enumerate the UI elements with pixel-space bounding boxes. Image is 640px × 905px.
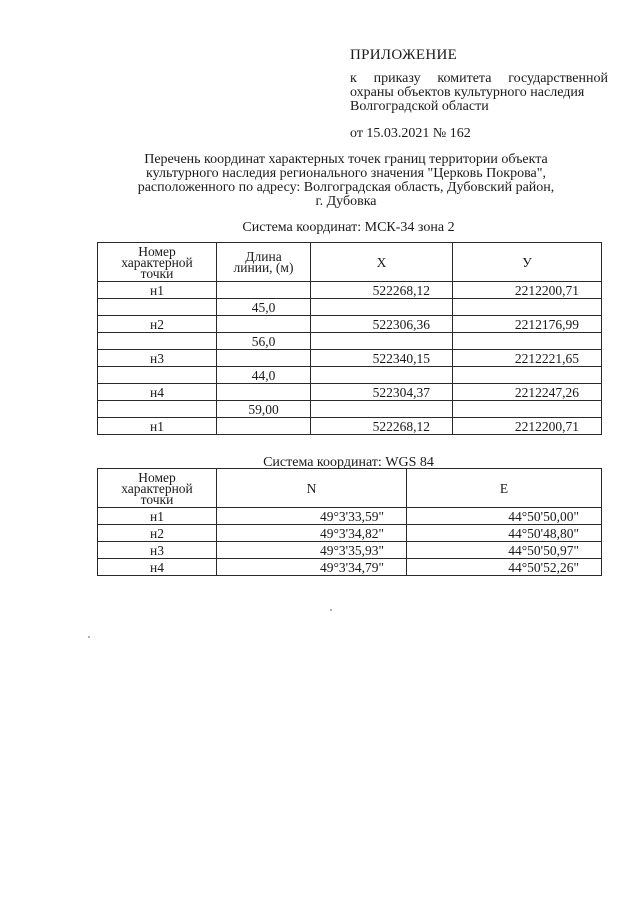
table2-caption: Система координат: WGS 84	[263, 455, 434, 470]
table1-caption: Система координат: МСК-34 зона 2	[242, 220, 455, 235]
cell-n: 49°3'34,79"	[217, 559, 407, 576]
table-row	[98, 299, 602, 316]
cell-point: н1	[98, 418, 217, 435]
table-row	[98, 559, 602, 576]
table-row	[98, 282, 602, 299]
header-text: Номер	[138, 243, 176, 259]
table-header-row	[98, 469, 602, 508]
header-n: N	[217, 469, 407, 508]
cell-length: 59,00	[217, 401, 311, 418]
table-row	[98, 508, 602, 525]
table-row	[98, 367, 602, 384]
cell-length: 44,0	[217, 367, 311, 384]
cell-point: н2	[98, 316, 217, 333]
cell-x: 522304,37	[311, 384, 453, 401]
cell-point: н2	[98, 525, 217, 542]
order-word: государственной	[508, 71, 608, 86]
msk34-coordinates-table	[97, 242, 602, 435]
cell-point	[98, 333, 217, 350]
header-text: Номер	[138, 469, 176, 485]
order-line-1	[350, 72, 608, 86]
table-row	[98, 401, 602, 418]
cell-x: 522268,12	[311, 418, 453, 435]
cell-x: 522268,12	[311, 282, 453, 299]
cell-point	[98, 367, 217, 384]
cell-point: н3	[98, 542, 217, 559]
cell-x	[311, 333, 453, 350]
cell-length	[217, 350, 311, 367]
cell-y	[453, 401, 602, 418]
cell-x	[311, 401, 453, 418]
order-word: к	[350, 71, 357, 86]
header-length	[217, 243, 311, 282]
heading-line: г. Дубовка	[315, 194, 377, 209]
order-word: приказу	[373, 71, 421, 86]
cell-y: 2212200,71	[453, 418, 602, 435]
cell-point: н4	[98, 384, 217, 401]
table-row	[98, 418, 602, 435]
cell-point	[98, 401, 217, 418]
header-text: точки	[140, 491, 174, 507]
cell-x	[311, 367, 453, 384]
header-text: точки	[140, 265, 174, 281]
cell-length	[217, 384, 311, 401]
cell-e: 44°50'48,80"	[407, 525, 602, 542]
order-date: от 15.03.2021 № 162	[350, 126, 471, 141]
table-row	[98, 525, 602, 542]
heading-line: Перечень координат характерных точек границ территории объекта	[144, 152, 548, 167]
cell-n: 49°3'34,82"	[217, 525, 407, 542]
cell-e: 44°50'50,97"	[407, 542, 602, 559]
header-y: У	[453, 243, 602, 282]
cell-length	[217, 418, 311, 435]
cell-y	[453, 299, 602, 316]
table-row	[98, 316, 602, 333]
cell-e: 44°50'52,26"	[407, 559, 602, 576]
cell-point: н4	[98, 559, 217, 576]
cell-n: 49°3'33,59"	[217, 508, 407, 525]
cell-y: 2212247,26	[453, 384, 602, 401]
header-text: Длина	[245, 249, 282, 264]
cell-y: 2212221,65	[453, 350, 602, 367]
cell-e: 44°50'50,00"	[407, 508, 602, 525]
cell-length	[217, 316, 311, 333]
header-text: линии, (м)	[233, 260, 294, 275]
document-heading	[108, 153, 584, 209]
table-row	[98, 542, 602, 559]
cell-point	[98, 299, 217, 316]
cell-point: н1	[98, 508, 217, 525]
cell-point: н1	[98, 282, 217, 299]
table-row	[98, 384, 602, 401]
heading-line: культурного наследия регионального значения "Церковь Покрова",	[146, 166, 546, 181]
header-text: характерной	[121, 254, 193, 270]
heading-line: расположенного по адресу: Волгоградская область, Дубовский район,	[137, 180, 555, 195]
cell-point: н3	[98, 350, 217, 367]
table-row	[98, 350, 602, 367]
table-header-row	[98, 243, 602, 282]
scan-speck	[88, 636, 90, 638]
header-point	[98, 243, 217, 282]
scan-speck	[330, 609, 332, 611]
order-word: комитета	[437, 71, 492, 86]
order-reference	[350, 72, 608, 114]
cell-y: 2212200,71	[453, 282, 602, 299]
header-text: характерной	[121, 480, 193, 496]
cell-x: 522306,36	[311, 316, 453, 333]
cell-x: 522340,15	[311, 350, 453, 367]
header-x: X	[311, 243, 453, 282]
order-line-3: Волгоградской области	[350, 99, 489, 114]
cell-n: 49°3'35,93"	[217, 542, 407, 559]
cell-length: 45,0	[217, 299, 311, 316]
cell-y	[453, 333, 602, 350]
header-e: E	[407, 469, 602, 508]
cell-y	[453, 367, 602, 384]
wgs84-coordinates-table	[97, 468, 602, 576]
appendix-title: ПРИЛОЖЕНИЕ	[350, 47, 458, 63]
order-line-2: охраны объектов культурного наследия	[350, 85, 585, 100]
table-row	[98, 333, 602, 350]
cell-y: 2212176,99	[453, 316, 602, 333]
header-point	[98, 469, 217, 508]
cell-length	[217, 282, 311, 299]
cell-x	[311, 299, 453, 316]
cell-length: 56,0	[217, 333, 311, 350]
